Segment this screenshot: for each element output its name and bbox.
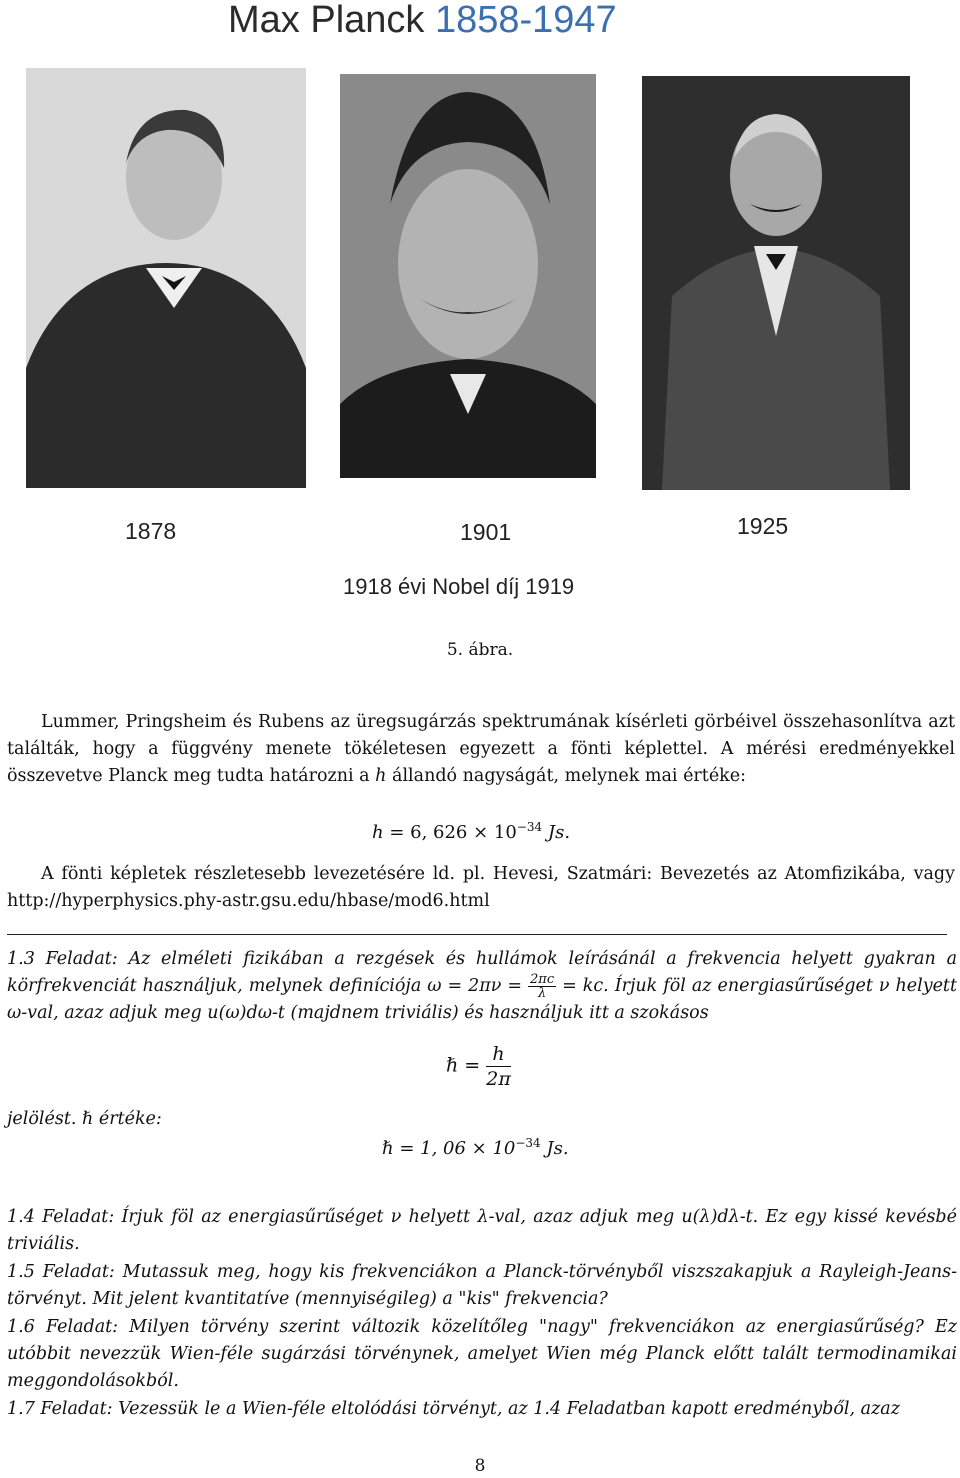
paragraph-2: [7, 861, 955, 915]
portrait-photo-1878: [26, 68, 306, 488]
nobel-prize-line: 1918 évi Nobel díj 1919: [343, 574, 575, 599]
fraction-denominator: λ: [537, 986, 547, 1001]
hbar-denominator: 2π: [486, 1068, 511, 1090]
figure-header: [228, 0, 617, 46]
eq-h-exponent: −34: [516, 820, 543, 834]
eq-h-lhs: h: [372, 822, 384, 843]
year-label-1925: 1925: [737, 513, 789, 539]
section-divider: [7, 934, 947, 935]
equation-planck-constant: [372, 820, 570, 843]
hbar-numerator: h: [486, 1042, 511, 1067]
notation-text: jelölést. ℏ értéke:: [7, 1109, 162, 1129]
task-1-5: 1.5 Feladat: Mutassuk meg, hogy kis frekvenciákon a Planck-törvényből viszszakapjuk a Rayleigh-Jeans-törvényt. Mit jelent kvantitatíve (mennyiségileg) a "kis" frekvencia?: [7, 1262, 957, 1309]
page-number: 8: [474, 1456, 486, 1476]
fraction-numerator: 2πc: [530, 972, 555, 987]
paragraph-1-text: Lummer, Pringsheim és Rubens az üregsugárzás spektrumának kísérleti görbéivel összehasonlítva azt találták, hogy a függvény menete tökéletesen egyezett a fönti képlettel. A mérési eredményekkel összevetve Planck meg tudta határozni a: [7, 712, 955, 786]
task-1-4: 1.4 Feladat: Írjuk föl az energiasűrűséget ν helyett λ-val, azaz adjuk meg u(λ)dλ-t. Ez egy kissé kevésbé triviális.: [7, 1207, 957, 1254]
task-1-7: 1.7 Feladat: Vezessük le a Wien-féle eltolódási törvényt, az 1.4 Feladatban kapott eredményből, azaz: [7, 1399, 900, 1419]
equation-hbar-value: [382, 1136, 569, 1159]
eq-h-unit: Js.: [547, 822, 571, 843]
paragraph-1-end: állandó nagyságát, melynek mai értéke:: [386, 766, 747, 786]
portrait-photo-1925: [642, 76, 910, 490]
paragraph-1-var-h: h: [375, 766, 387, 786]
portrait-silhouette-1: [26, 68, 306, 488]
hbar-lhs: ℏ =: [446, 1054, 487, 1077]
header-name: Max Planck: [228, 0, 425, 41]
portrait-photo-1901: [340, 74, 596, 478]
portrait-silhouette-2: [340, 74, 596, 478]
eq-h-rhs: = 6, 626 × 10: [383, 822, 517, 843]
equation-hbar-definition: [446, 1042, 511, 1091]
hbar-value-exponent: −34: [515, 1136, 541, 1150]
task-1-3-text-a: 1.3 Feladat: Az elméleti fizikában a rezgések és hullámok leírásánál a frekvencia helyett gyakran a körfrekvenciát használjuk, melynek definíciója ω = 2πν =: [7, 949, 957, 996]
hbar-value-unit: Js.: [546, 1138, 569, 1159]
portrait-silhouette-3: [642, 76, 910, 490]
task-1-3: [7, 946, 957, 1027]
paragraph-2-text: A fönti képletek részletesebb levezetésére ld. pl. Hevesi, Szatmári: Bevezetés az Atomfizikába, vagy http://hyperphysics.phy-astr.gsu.edu/hbase/mod6.html: [7, 864, 955, 911]
paragraph-1: [7, 709, 955, 790]
task-1-6: 1.6 Feladat: Milyen törvény szerint változik közelítőleg "nagy" frekvenciákon az energiasűrűség? Ez utóbbit nevezzük Wien-féle sugárzási törvénynek, amelyet Wien még Planck előtt talált termodinamikai meggondolásokból.: [7, 1317, 957, 1391]
year-label-1878: 1878: [125, 518, 177, 544]
figure-caption: 5. ábra.: [446, 640, 514, 660]
year-label-1901: 1901: [460, 519, 512, 545]
hbar-value-text: ℏ = 1, 06 × 10: [382, 1138, 516, 1159]
hbar-fraction: [486, 1042, 511, 1091]
task-1-3-text-b: = kc. Írjuk föl az energiasűrűséget ν helyett ω-val, azaz adjuk meg u(ω)dω-t (majdnem triviális) és használjuk itt a szokásos: [7, 976, 957, 1023]
header-years: 1858-1947: [434, 0, 617, 41]
task-1-3-fraction: [528, 973, 556, 1000]
